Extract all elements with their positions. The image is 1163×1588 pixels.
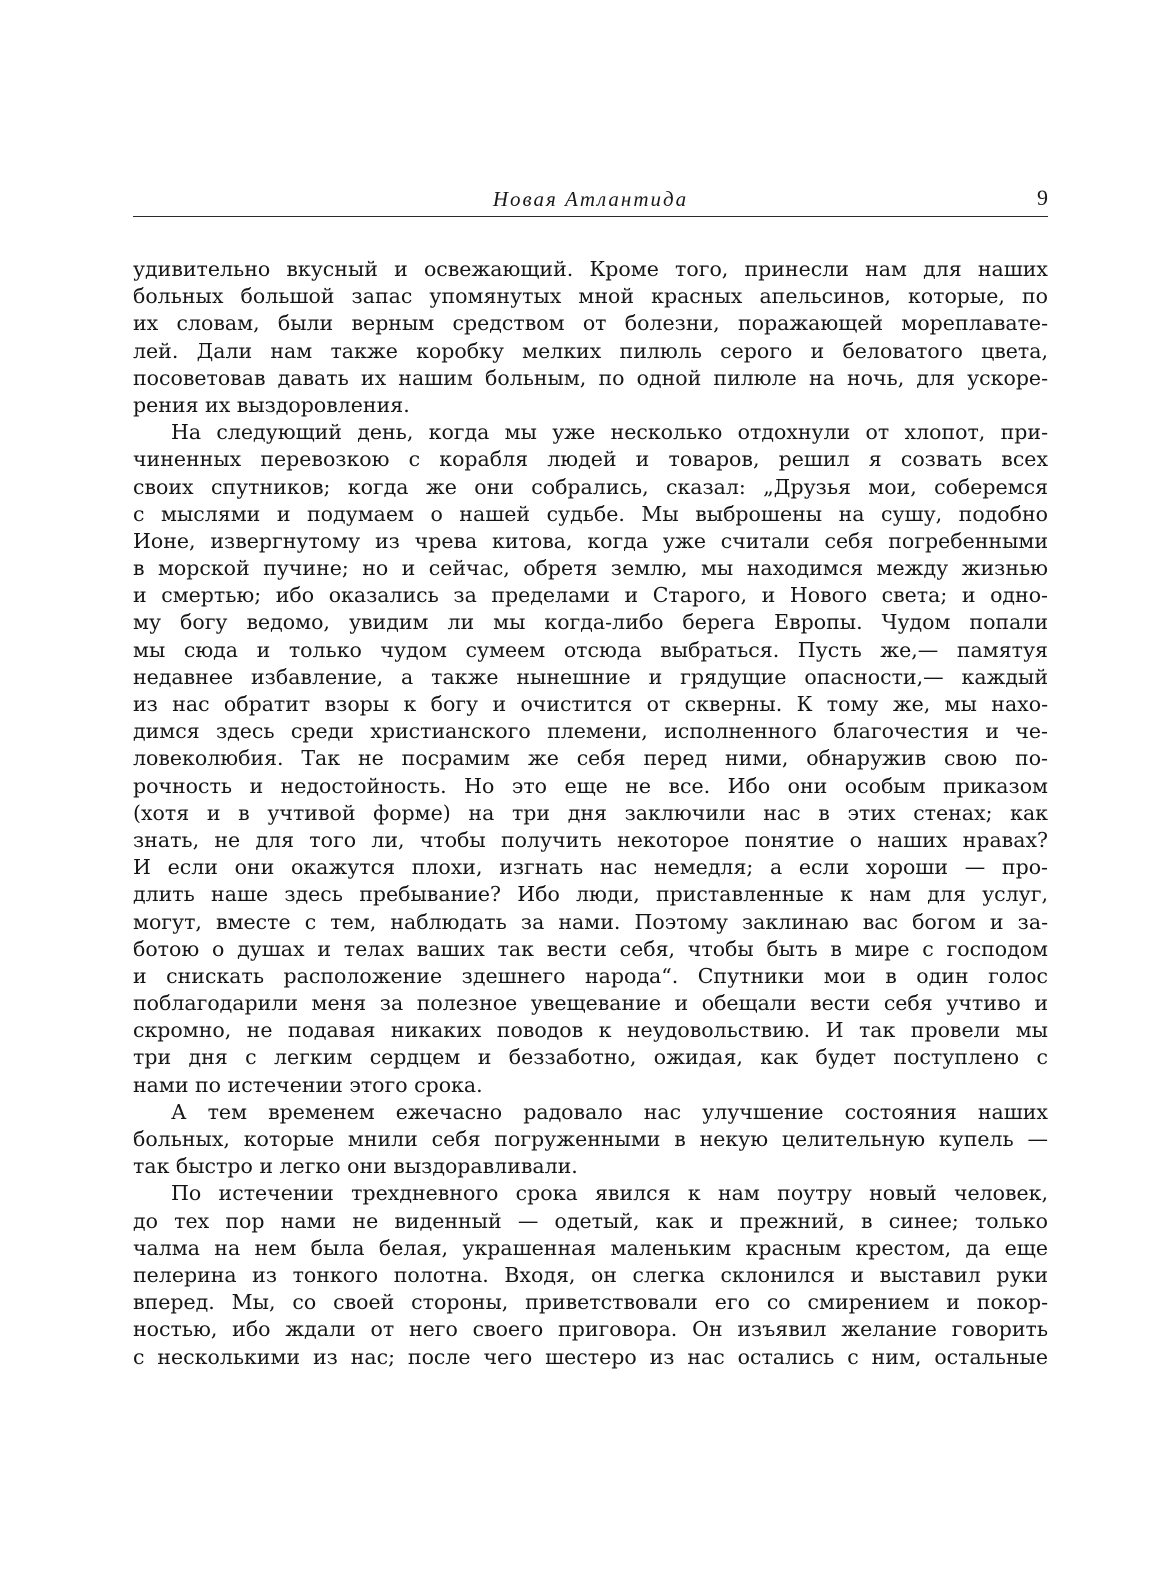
running-title: Новая Атлантида (492, 187, 689, 211)
text-line: лей. Дали нам также коробку мелких пилюль серого и беловатого цвета, (133, 338, 1048, 363)
text-line: знать, не для того ли, чтобы получить некоторое понятие о наших нравах? (133, 827, 1048, 852)
text-line: длить наше здесь пребывание? Ибо люди, приставленные к нам для услуг, (133, 882, 1048, 907)
text-line: (хотя и в учтивой форме) на три дня заключили нас в этих стенах; как (133, 800, 1048, 825)
text-line: до тех пор нами не виденный — одетый, как и прежний, в синее; только (133, 1208, 1048, 1233)
text-line: По истечении трехдневного срока явился к нам поутру новый человек, (171, 1181, 1048, 1206)
text-line: вперед. Мы, со своей стороны, приветствовали его со смирением и покор- (133, 1290, 1048, 1315)
text-line: больных большой запас упомянутых мной красных апельсинов, которые, по (133, 284, 1048, 309)
text-line: недавнее избавление, а также нынешние и грядущие опасности,— каждый (133, 664, 1048, 689)
page-number: 9 (1037, 185, 1048, 210)
text-line: их словам, были верным средством от болезни, поражающей мореплавате- (133, 311, 1048, 336)
header-rule (133, 216, 1048, 217)
text-line: ловеколюбия. Так не посрамим же себя перед ними, обнаружив свою по- (133, 746, 1048, 771)
text-line: А тем временем ежечасно радовало нас улучшение состояния наших (171, 1099, 1048, 1124)
text-line: поблагодарили меня за полезное увещевание и обещали вести себя учтиво и (133, 991, 1048, 1016)
text-line: так быстро и легко они выздоравливали. (133, 1154, 578, 1179)
text-line: рочность и недостойность. Но это еще не все. Ибо они особым приказом (133, 773, 1048, 798)
text-line: удивительно вкусный и освежающий. Кроме того, принесли нам для наших (133, 257, 1048, 281)
text-line: и снискать расположение здешнего народа“. Спутники мои в один голос (133, 963, 1048, 988)
text-line: ностью, ибо ждали от него своего приговора. Он изъявил желание говорить (133, 1317, 1048, 1342)
text-line: мы сюда и только чудом сумеем отсюда выбраться. Пусть же,— памятуя (133, 637, 1048, 662)
text-line: три дня с легким сердцем и беззаботно, ожидая, как будет поступлено с (133, 1045, 1048, 1070)
text-line: скромно, не подавая никаких поводов к неудовольствию. И так провели мы (133, 1018, 1048, 1043)
page-header (133, 185, 1048, 215)
text-line: димся здесь среди христианского племени, исполненного благочестия и че- (133, 719, 1048, 744)
text-line: му богу ведомо, увидим ли мы когда-либо берега Европы. Чудом попали (133, 610, 1048, 635)
text-line: И если они окажутся плохи, изгнать нас немедля; а если хороши — про- (133, 855, 1048, 880)
text-line: чиненных перевозкою с корабля людей и товаров, решил я созвать всех (133, 447, 1048, 472)
text-line: посоветовав давать их нашим больным, по одной пилюле на ночь, для ускоре- (133, 365, 1048, 390)
text-line: Ионе, извергнутому из чрева китова, когда уже считали себя погребенными (133, 528, 1048, 553)
text-line: нами по истечении этого срока. (133, 1072, 483, 1097)
text-line: могут, вместе с тем, наблюдать за нами. Поэтому заклинаю вас богом и за- (133, 909, 1048, 934)
text-line: На следующий день, когда мы уже несколько отдохнули от хлопот, при- (171, 420, 1048, 445)
body-text (133, 256, 1048, 1371)
text-line: пелерина из тонкого полотна. Входя, он слегка склонился и выставил руки (133, 1262, 1048, 1287)
text-line: рения их выздоровления. (133, 392, 410, 417)
text-line: из нас обратит взоры к богу и очистится от скверны. К тому же, мы нахо- (133, 692, 1048, 716)
text-line: больных, которые мнили себя погруженными в некую целительную купель — (133, 1127, 1048, 1151)
text-line: с несколькими из нас; после чего шестеро из нас остались с ним, остальные (133, 1344, 1048, 1369)
text-line: и смертью; ибо оказались за пределами и Старого, и Нового света; и одно- (133, 583, 1048, 608)
text-line: в морской пучине; но и сейчас, обретя землю, мы находимся между жизнью (133, 556, 1048, 581)
text-line: с мыслями и подумаем о нашей судьбе. Мы выброшены на сушу, подобно (133, 501, 1048, 526)
text-line: ботою о душах и телах ваших так вести себя, чтобы быть в мире с господом (133, 936, 1048, 961)
text-line: своих спутников; когда же они собрались, сказал: „Друзья мои, соберемся (133, 474, 1048, 499)
text-line: чалма на нем была белая, украшенная маленьким красным крестом, да еще (133, 1235, 1048, 1260)
